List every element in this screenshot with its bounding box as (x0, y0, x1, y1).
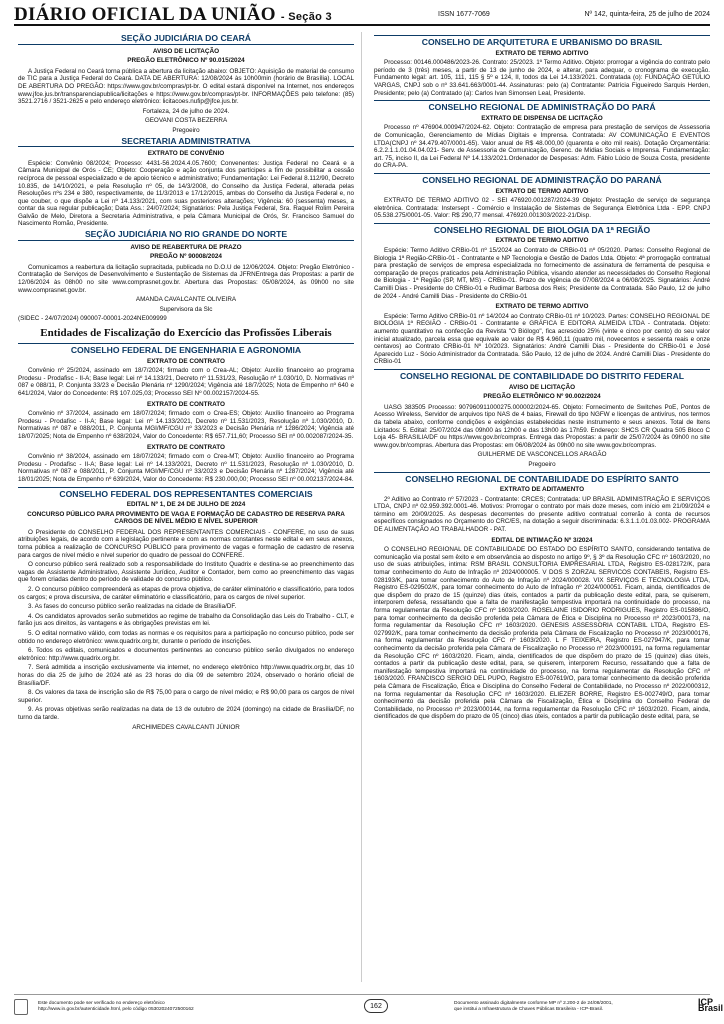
section-rule (18, 343, 354, 344)
notice-text: UASG 383505 Processo: 907960911000275.000002/2024-65. Objeto: Fornecimento de Switches PoE, Pontos de Acesso Wireless, Servidor de arquivos tipo NAS de 4 baias, Firewall do tipo NGFW e licenças de antivírus, nos termos da tabela abaixo, conforme condições e exigências estabelecidas neste instrumento e seus anexos. Total de Itens Licitados: 5. Edital: 25/07/2024 das 09h00 às 12h00 e das 13h00 às 17h59. Endereço: SHCS CR Quadra 505 Bloco C Loja 45- BRASILIA/DF ou https://www.gov.br/compras. Entrega das Propostas: a partir de 25/07/2024 às 09h00 no site www.gov.br/compras. Abertura das Propostas: em 06/08/2024 às 09h00 no site www.gov.br/compras. (374, 403, 710, 449)
notice-text: Comunicamos a reabertura da licitação supracitada, publicada no D.O.U de 12/06/2024. Objeto: Pregão Eletrônico - Contratação de Serviços de Desenvolvimento e Sustentação de Sistemas da JFRNEntrega das Propostas: a partir de 12/06/2024 às 08h00 no site www.comprasnet.gov.br. Abertura das Propostas: 05/08/2024, às 09h00 no site www.comprasnet.gov.br. (18, 263, 354, 294)
notice-text: 6. Todos os editais, comunicados e documentos pertinentes ao concurso público serão divulgados no endereço eletrônico: http://www.quadrix.org.br. (18, 647, 354, 662)
notice-heading: EXTRATO DE CONTRATO (147, 357, 225, 365)
signature-role: Pregoeiro (528, 460, 556, 468)
verification-line-1: Este documento pode ser verificado no endereço eletrônico (38, 1001, 165, 1006)
section-title: CONSELHO REGIONAL DE BIOLOGIA DA 1ª REGIÃO (433, 224, 651, 235)
notice-text: 7. Será admitida a inscrição exclusivamente via internet, no endereço eletrônico http://www.quadrix.org.br, das 10 horas do dia 25 de julho de 2024 até as 23 horas do dia 09 de setembro 2024, observado o horário oficial de Brasília/DF. (18, 664, 354, 687)
notice-text: 2º Aditivo ao Contrato nº 57/2023 - Contratante: CRCES; Contratada: UP BRASIL ADMINISTRAÇÃO E SERVIÇOS LTDA, CNPJ nº 02.959.392.0001-46. Motivos: Prorrogar o contrato por mais doze meses, com início em 21/09/2024 e término em 20/09/2025. As despesas decorrentes do presente aditivo contratual correrão à conta de recursos específicos consignados no Orçamento do CRC/ES, na dotação a seguir discriminada: 6.3.1.1.01.03.002- PROGRAMA DE ALIMENTAÇÃO AO TRABALHADOR - PAT. (374, 495, 710, 534)
issue-date: Nº 142, quinta-feira, 25 de julho de 2024 (584, 11, 710, 18)
notice-text: O Presidente do CONSELHO FEDERAL DOS REPRESENTANTES COMERCIAIS - CONFERE, no uso de suas atribuições legais, de acordo com a legislação pertinente e com as normas constantes neste edital e em seus anexos, torna pública a realização de CONCURSO PÚBLICO para provimento de vagas e formação de cadastro de reserva para cargos de nível médio e nível superior do quadro de pessoal do CONFERE. (18, 528, 354, 559)
notice-heading: EXTRATO DE TERMO ADITIVO (495, 187, 589, 195)
page-header (14, 4, 710, 26)
notice-text: A Justiça Federal no Ceará torna pública a abertura da licitação abaixo: OBJETO: Aquisição de material de consumo de TIC para a Justiça Federal do Ceará. DATA DE ABERTURA: 12/08/2024 às 10h00min (horário de Brasília). LOCAL DE ABERTURA DO PREGÃO: https://www.gov.br/compras/pt-br. O edital estará disponível na Internet, nos endereços www.jfce.jus.br/transparenciapublica/licitações e https://www.gov.br/compras/pt-br. INFORMAÇÕES pelo telefone: (85) 3521.2716 / 3521-2625 e pelo endereço eletrônico: licitacoes.nufip@jfce.jus.br. (18, 67, 354, 106)
verification-url[interactable]: http://www.in.gov.br/autenticidade.html, pelo código 05302024072500162 (38, 1007, 194, 1012)
notice-text: Espécie: Convênio 08/2024; Processo: 4431-56.2024.4.05.7600; Convenentes: Justiça Federal no Ceará e a Câmara Municipal de Orós - CE; Objeto: Cooperação e ação conjunta dos partícipes a fim de possibilitar a cessão recíproca de pessoal especializado e de apoio técnico e administrativo; Fundamentação: Lei Federal 8.112/90, Decreto 10.835, de 14/10/2021, e pela Resolução nº 05, de 14/3/2008, do Conselho da Justiça Federal, alterada pelas Resoluções nºs 234 e 380, respectivamente, de 11/3/2013 e 17/12/2015, ambas do Conselho da Justiça Federal e, no que couber, o que dispõe a Lei nº 14.133/2021, com suas posteriores alterações; Vigência: 60 (sessenta) meses, a contar da sua regular publicação; Data Ass.: 24/07/2024; Signatários: Pela Justiça Federal, Sra. Raquel Rolim Pereira Galvão de Melo, Diretora a Secretaria Administrativa, e pela Câmara Municipal de Orós, Sr. Francisco Samuel do Nascimento Romão, Presidente. (18, 159, 354, 228)
notice-heading: AVISO DE REABERTURA DE PRAZO (130, 243, 242, 251)
notice-text: Convênio nº 37/2024, assinado em 18/07/2024; firmado com o Crea-ES; Objeto: Auxílio financeiro ao Programa Prodesu - Prodafisc - II-A; Base legal: Lei nº 14.133/2021, Decreto nº 11.531/2023, Resolução nº 1.030/2010, D. Normativas nº 087 e 088/2011, P. Conjunta MGI/MF/CGU nº 33/2023 e Decisão Plenária nº 1286/2024; Vigência até 18/07/2025; Nota de Empenho nº 638/2024, Valor do Concedente: R$ 657.711,60; Processo SEI nº 00.002087/2024-35. (18, 410, 354, 440)
section-title: SEÇÃO JUDICIÁRIA NO RIO GRANDE DO NORTE (18, 231, 354, 241)
signature-note-line-1: Documento assinado digitalmente conforme MP nº 2.200-2 de 24/08/2001, (454, 1001, 613, 1006)
section-title: CONSELHO REGIONAL DE CONTABILIDADE DO DISTRITO FEDERAL (399, 370, 685, 381)
column-divider (361, 32, 362, 982)
notice-text: 4. Os candidatos aprovados serão submetidos ao regime de trabalho da Consolidação das Leis do Trabalho - CLT, e farão jus aos direitos, às vantagens e às obrigações previstas em lei. (18, 612, 354, 628)
section-rule (374, 223, 710, 224)
notice-text: O concurso público será realizado sob a responsabilidade do Instituto Quadrix e destina-se ao preenchimento das vagas de Assistente Administrativo, Assistente Jurídico, Auditor e Contador, bem como ao preenchimento das vagas que forem criadas dentro do período de validade do concurso público. (18, 561, 354, 584)
signature-name: GUILHERME DE VASCONCELLOS ARAGÃO (477, 451, 607, 459)
notice-text: 3. As fases do concurso público serão realizadas na cidade de Brasília/DF. (28, 603, 237, 611)
signature-note (454, 1001, 684, 1013)
right-column (374, 32, 710, 982)
notice-heading: EXTRATO DE TERMO ADITIVO (495, 303, 589, 311)
signature-role: Pregoeiro (172, 126, 200, 134)
notice-heading: EXTRATO DE ADITAMENTO (499, 486, 585, 494)
notice-heading: EXTRATO DE CONTRATO (147, 400, 225, 408)
notice-text: 9. As provas objetivas serão realizadas na data de 13 de outubro de 2024 (domingo) na cidade de Brasília/DF, no turno da tarde. (18, 706, 354, 721)
notice-text: Convênio nº 38/2024, assinado em 18/07/2024; firmado com o Crea-MT; Objeto: Auxílio financeiro ao Programa Prodesu - Prodafisc - II-A; Base legal: Lei nº 14.133/2021, Decreto nº 11.531/2023, Resolução nº 1.030/2010, D. Normativas nº 087 e 088/2011, P. Conjunta MGI/MF/CGU nº 33/2023 e Decisão Plenária nº 1287/2024; Vigência até 18/01/2025; Nota de Empenho nº 639/2024, Valor do Concedente: R$ 230.000,00; Processo SEI nº 00.002137/2024-84. (18, 453, 354, 483)
section-rule (18, 487, 354, 488)
signature-name: GEOVANI COSTA BEZERRA (144, 117, 228, 125)
notice-heading: AVISO DE LICITAÇÃO (508, 383, 576, 391)
notice-text: 8. Os valores da taxa de inscrição são de R$ 75,00 para o cargo de nível médio; e R$ 90,00 para os cargos de nível superior. (18, 689, 354, 704)
notice-text: EXTRATO DE TERMO ADITIVO 02 - SEI 476920.001287/2024-39 Objeto: Prestação de serviço de segurança eletrônica. Contratada: Instersept - Comércio e Instalação de Sistemas de Segurança Eletrônica Ltda - EPP. CNPJ 05.538.275/0001-05. Valor: R$ 290,77 mensal. 476920.001303/2022-21/Disp. (374, 197, 710, 220)
notice-heading: EDITAL DE INTIMAÇÃO Nº 3/2024 (491, 536, 593, 544)
signature-name: ARCHIMEDES CAVALCANTI JÚNIOR (132, 723, 240, 731)
verification-note (38, 1001, 194, 1013)
section-title: CONSELHO REGIONAL DE ADMINISTRAÇÃO DO PARÁ (428, 102, 656, 113)
signature-name: AMANDA CAVALCANTE OLIVEIRA (135, 296, 237, 304)
section-title: CONSELHO REGIONAL DE ADMINISTRAÇÃO DO PARANÁ (422, 174, 662, 185)
section-rule (374, 100, 710, 101)
category-heading: Entidades de Fiscalização do Exercício das Profissões Liberais (40, 327, 332, 339)
notice-heading: EXTRATO DE CONVÊNIO (147, 150, 225, 158)
section-title: CONSELHO DE ARQUITETURA E URBANISMO DO BRASIL (421, 37, 663, 47)
section-title: SECRETARIA ADMINISTRATIVA (18, 138, 354, 148)
notice-text: Processo nº 476904.000947/2024-62. Objeto: Contratação de empresa para prestação de serviços de Assessoria de Comunicação, Gerenciamento de Mídias Digitais e Imprensa. Contratada: AV COMUNICAÇÃO E EVENTOS LTDA(CNPJ nº 34.479.407/0001-65). Valor anual de R$ 48.000,00 (quarenta e oito mil reais). Dotação Orçamentária: 6.2.2.1.1.01.04.04.021- Serv. de Assessoria de Comunicação, Gerenc. de Mídias Sociais e Imprensa. Fundamentação: art. 75, inciso II, da Lei Federal Nº 14.133/2021.Ordenador de Despesas: Adm. Fábio Lúcio de Souza Costa, presidente do CRA-PA. (374, 124, 710, 170)
notice-heading: EDITAL Nº 1, DE 24 DE JULHO DE 2024 (126, 501, 246, 509)
section-title: CONSELHO FEDERAL DOS REPRESENTANTES COMERCIAIS (59, 488, 313, 499)
notice-text: Espécie: Termo Aditivo CRBio-01 nº 15/2024 ao Contrato de CRBio-01 nº 05/2020. Partes: Conselho Regional de Biologia 1ª Região-CRBio-01 - Contratante e NP Tecnologia e Gestão de Dados Ltda. Objeto: 4ª prorrogação contratual para prestação de serviços de empresa especializada no fornecimento de assinatura de ferramenta de pesquisa e comparação de preços praticados pela Administração Pública, visando atender as necessidades do Conselho Regional de Biologia - 1ª Região (SP, MT, MS) - CRBio-01. Prazo de vigência de 07/08/2024 a 06/08/2025. Signatários: André Camilli Dias - Presidente do CRBio-01 e Rudimar Barbosa dos Reis; Presidente da Contratada. São Paulo, 12 de julho de 2024 - André Camilli Dias - Presidente do CRBio-01 (374, 247, 710, 300)
section-title: CONSELHO FEDERAL DE ENGENHARIA E AGRONOMIA (70, 345, 302, 355)
signature-note-line-2: que institui a Infraestrutura de Chaves Públicas Brasileira - ICP-Brasil. (454, 1007, 604, 1012)
signature-role: Supervisora da Slc (159, 305, 213, 313)
sidec-code: (SIDEC - 24/07/2024) 090007-00001-2024NE009999 (18, 315, 167, 323)
notice-subheading: PREGÃO ELETRÔNICO Nº 90.002/2024 (483, 393, 601, 401)
signature-place-date: Fortaleza, 24 de julho de 2024. (142, 107, 230, 115)
icp-brasil-logo: ICP Brasil (698, 997, 724, 1013)
notice-heading: EXTRATO DE TERMO ADITIVO (495, 237, 589, 245)
section-rule (374, 173, 710, 174)
notice-heading: AVISO DE LICITAÇÃO (152, 47, 220, 55)
notice-text: O CONSELHO REGIONAL DE CONTABILIDADE DO ESTADO DO ESPÍRITO SANTO, considerando tentativa de comunicação via postal sem êxito e em observância ao disposto no artigo 9º, § 3º da Resolução CFC nº 1603/2020, no uso de suas atribuições, intima: RSM BRASIL CONSULTORIA EMPRESARIAL LTDA, Registro ES-028172/K, para tomar conhecimento do Auto de Infração nº 2024/000005. V DOS S ZORZAL SERVICOS CONTABEIS, Registro ES-028193/K, para tomar conhecimento do Auto de Infração nº 2024/000028. VIX SERVIÇOS E TECNOLOGIA LTDA, Registro ES-029502/K, para tomar conhecimento do Auto de Infração nº 2024/000051. Ficam, ainda, cientificados de que dispõem do prazo de 15 (quinze) dias úteis, contados a partir da publicação deste edital, para, se quiserem, interporem defesa, ressaltando que a falta de manifestação tempestiva importará na continuidade do processo, na forma regulamentar da Resolução CFC nº 1603/2020. ROSELAINE ISIDORIO RODRIGUES, Registro ES-015886/O, para tomar conhecimento da decisão proferida pela Câmara de Ética e Disciplina no Processo nº 2023/000173, na forma regulamentar da Resolução CFC nº 1603/2020. GENESIS ASSESSORIA CONTABIL LTDA, Registro ES-027992/K, para tomar conhecimento da decisão proferida pela Câmara de Fiscalização no Processo nº 2023/000176, na forma regulamentar da Resolução CFC nº 1603/2020. L F TEIXEIRA, Registro ES-027947/K, para tomar conhecimento da decisão proferida pela Câmara de Fiscalização no Processo nº 2023/000191, na forma regulamentar da Resolução CFC nº 1603/2020. Ficam, ainda, cientificados de que dispõem do prazo de 15 (quinze) dias úteis, contados a partir da publicação deste edital, para, se quiserem, interporem Recurso, ressaltando que a falta de manifestação tempestiva importará na continuidade do processo, na forma regulamentar da Resolução CFC nº 1603/2020. FRANCISCO SERGIO DEL PUPO, Registro ES-007619/O, para tomar conhecimento da decisão proferida pela Câmara de Fiscalização, Ética e Disciplina do Conselho Federal de Contabilidade, no Processo nº 2022/000312, na forma regulamentar da Resolução CFC nº 1603/2020. ELIEZER BORRE, Registro ES-002749/O, para tomar conhecimento da decisão proferida pela Câmara de Fiscalização, Ética e Disciplina do Conselho Federal de Contabilidade, no Processo nº 2023/000144, na forma regulamentar da Resolução CFC nº 1603/2020. Ficam, ainda, cientificados de que dispõem do prazo de 05 (cinco) dias úteis, contados a partir da publicação deste edital, para, se (374, 546, 710, 721)
notice-heading: EXTRATO DE TERMO ADITIVO (495, 49, 589, 57)
journal-title (14, 4, 332, 26)
section-rule (374, 369, 710, 370)
notice-heading: EXTRATO DE CONTRATO (147, 443, 225, 451)
section-rule (374, 472, 710, 473)
notice-text: 2. O concurso público compreenderá as etapas de prova objetiva, de caráter eliminatório e classificatório, para todos os cargos; e prova discursiva, de caráter eliminatório e classificatório, para os cargos de nível superior. (18, 586, 354, 601)
section-title: CONSELHO REGIONAL DE CONTABILIDADE DO ESPÍRITO SANTO (405, 473, 679, 484)
notice-text: Espécie: Termo Aditivo CRBio-01 nº 14/2024 ao Contrato CRBio-01 nº 10/2023. Partes: CONSELHO REGIONAL DE BIOLOGIA 1ª REGIÃO - CRBio-01 - Contratante e GRÁFICA E EDITORA ALMEIDA LTDA - Contratada. Objeto: aumento quantitativo na confecção da Revista "O Biólogo", fica acrescido 25% (vinte e cinco por cento) do seu valor inicial atualizado, parcela essa que equivale ao valor de R$ 4.960,11 (quatro mil, novecentos e sessenta reais e onze centavos) ao Contrato CRBio-01 Nº 10/2023. Signatários: André Camilli Dias - Presidente do CRBio-01 e José Aparecido Luz - Sócio Administrador da Contratada. São Paulo, 12 de julho de 2024. André Camilli Dias - Presidente do CRBio-01 (374, 312, 710, 366)
coat-of-arms-icon (14, 999, 28, 1015)
notice-text: Convênio nº 25/2024, assinado em 18/7/2024; firmado com o Crea-AL; Objeto: Auxílio financeiro ao programa Prodesu - Prodafisc - II-A; Base legal: Lei nº 14.133/21, Decreto nº 11.531/23, Resolução nº 1.030/10, D. Normativas nº 087 e 088/11, P. Conjunta 33/23 e Decisão Plenária nº 1290/2024; Vigência até 18/7/2025; Nota de Empenho nº 640 e 641/2024, Valor do Concedente: R$ 107.025,03; Processo SEI Nº 00.002157/2024-55. (18, 367, 354, 397)
issn: ISSN 1677-7069 (438, 11, 490, 18)
left-column (18, 32, 354, 982)
section-title: SEÇÃO JUDICIÁRIA DO CEARÁ (18, 35, 354, 45)
notice-text: 5. O edital normativo válido, com todas as normas e os requisitos para a participação no concurso público, pode ser obtido no endereço eletrônico: www.quadrix.org.br, durante o período de inscrições. (18, 630, 354, 645)
journal-title-text: DIÁRIO OFICIAL DA UNIÃO (14, 4, 276, 25)
notice-subheading: PREGÃO ELETRÔNICO Nº 90.015/2024 (127, 57, 245, 65)
page-number: 162 (364, 999, 388, 1013)
page-footer (14, 994, 724, 1020)
notice-text: Processo: 00146.000486/2023-26. Contrato: 25/2023. 1º Termo Aditivo. Objeto: prorrogar a vigência do contrato pelo período de 3 (três) meses, a partir de 13 de junho de 2024, e alterar, para adequar, o cronograma de execução. Fundamento legal: art. 105, 111, 115 § 5º e 124, II, todos da Lei 14.133/2021. Contratada (o): FUNDAÇÃO GETÚLIO VARGAS, CNPJ sob o nº 33.641.663/0001-44. Assinaturas: pelo (a) Contratante: Patrícia Figueiredo Sarquis Herden, Presidente; pelo (a) Contratado (a): Carlos Ivan Simonsen Leal, Presidente. (374, 59, 710, 97)
notice-subheading: PREGÃO Nº 90008/2024 (150, 253, 222, 261)
notice-heading: EXTRATO DE DISPENSA DE LICITAÇÃO (481, 114, 603, 122)
notice-subheading: CONCURSO PÚBLICO PARA PROVIMENTO DE VAGA E FORMAÇÃO DE CADASTRO DE RESERVA PARA CARGOS DE NÍVEL MÉDIO E NÍVEL SUPERIOR (27, 510, 345, 526)
section-label: - Seção 3 (280, 11, 332, 23)
section-rule (374, 35, 710, 36)
